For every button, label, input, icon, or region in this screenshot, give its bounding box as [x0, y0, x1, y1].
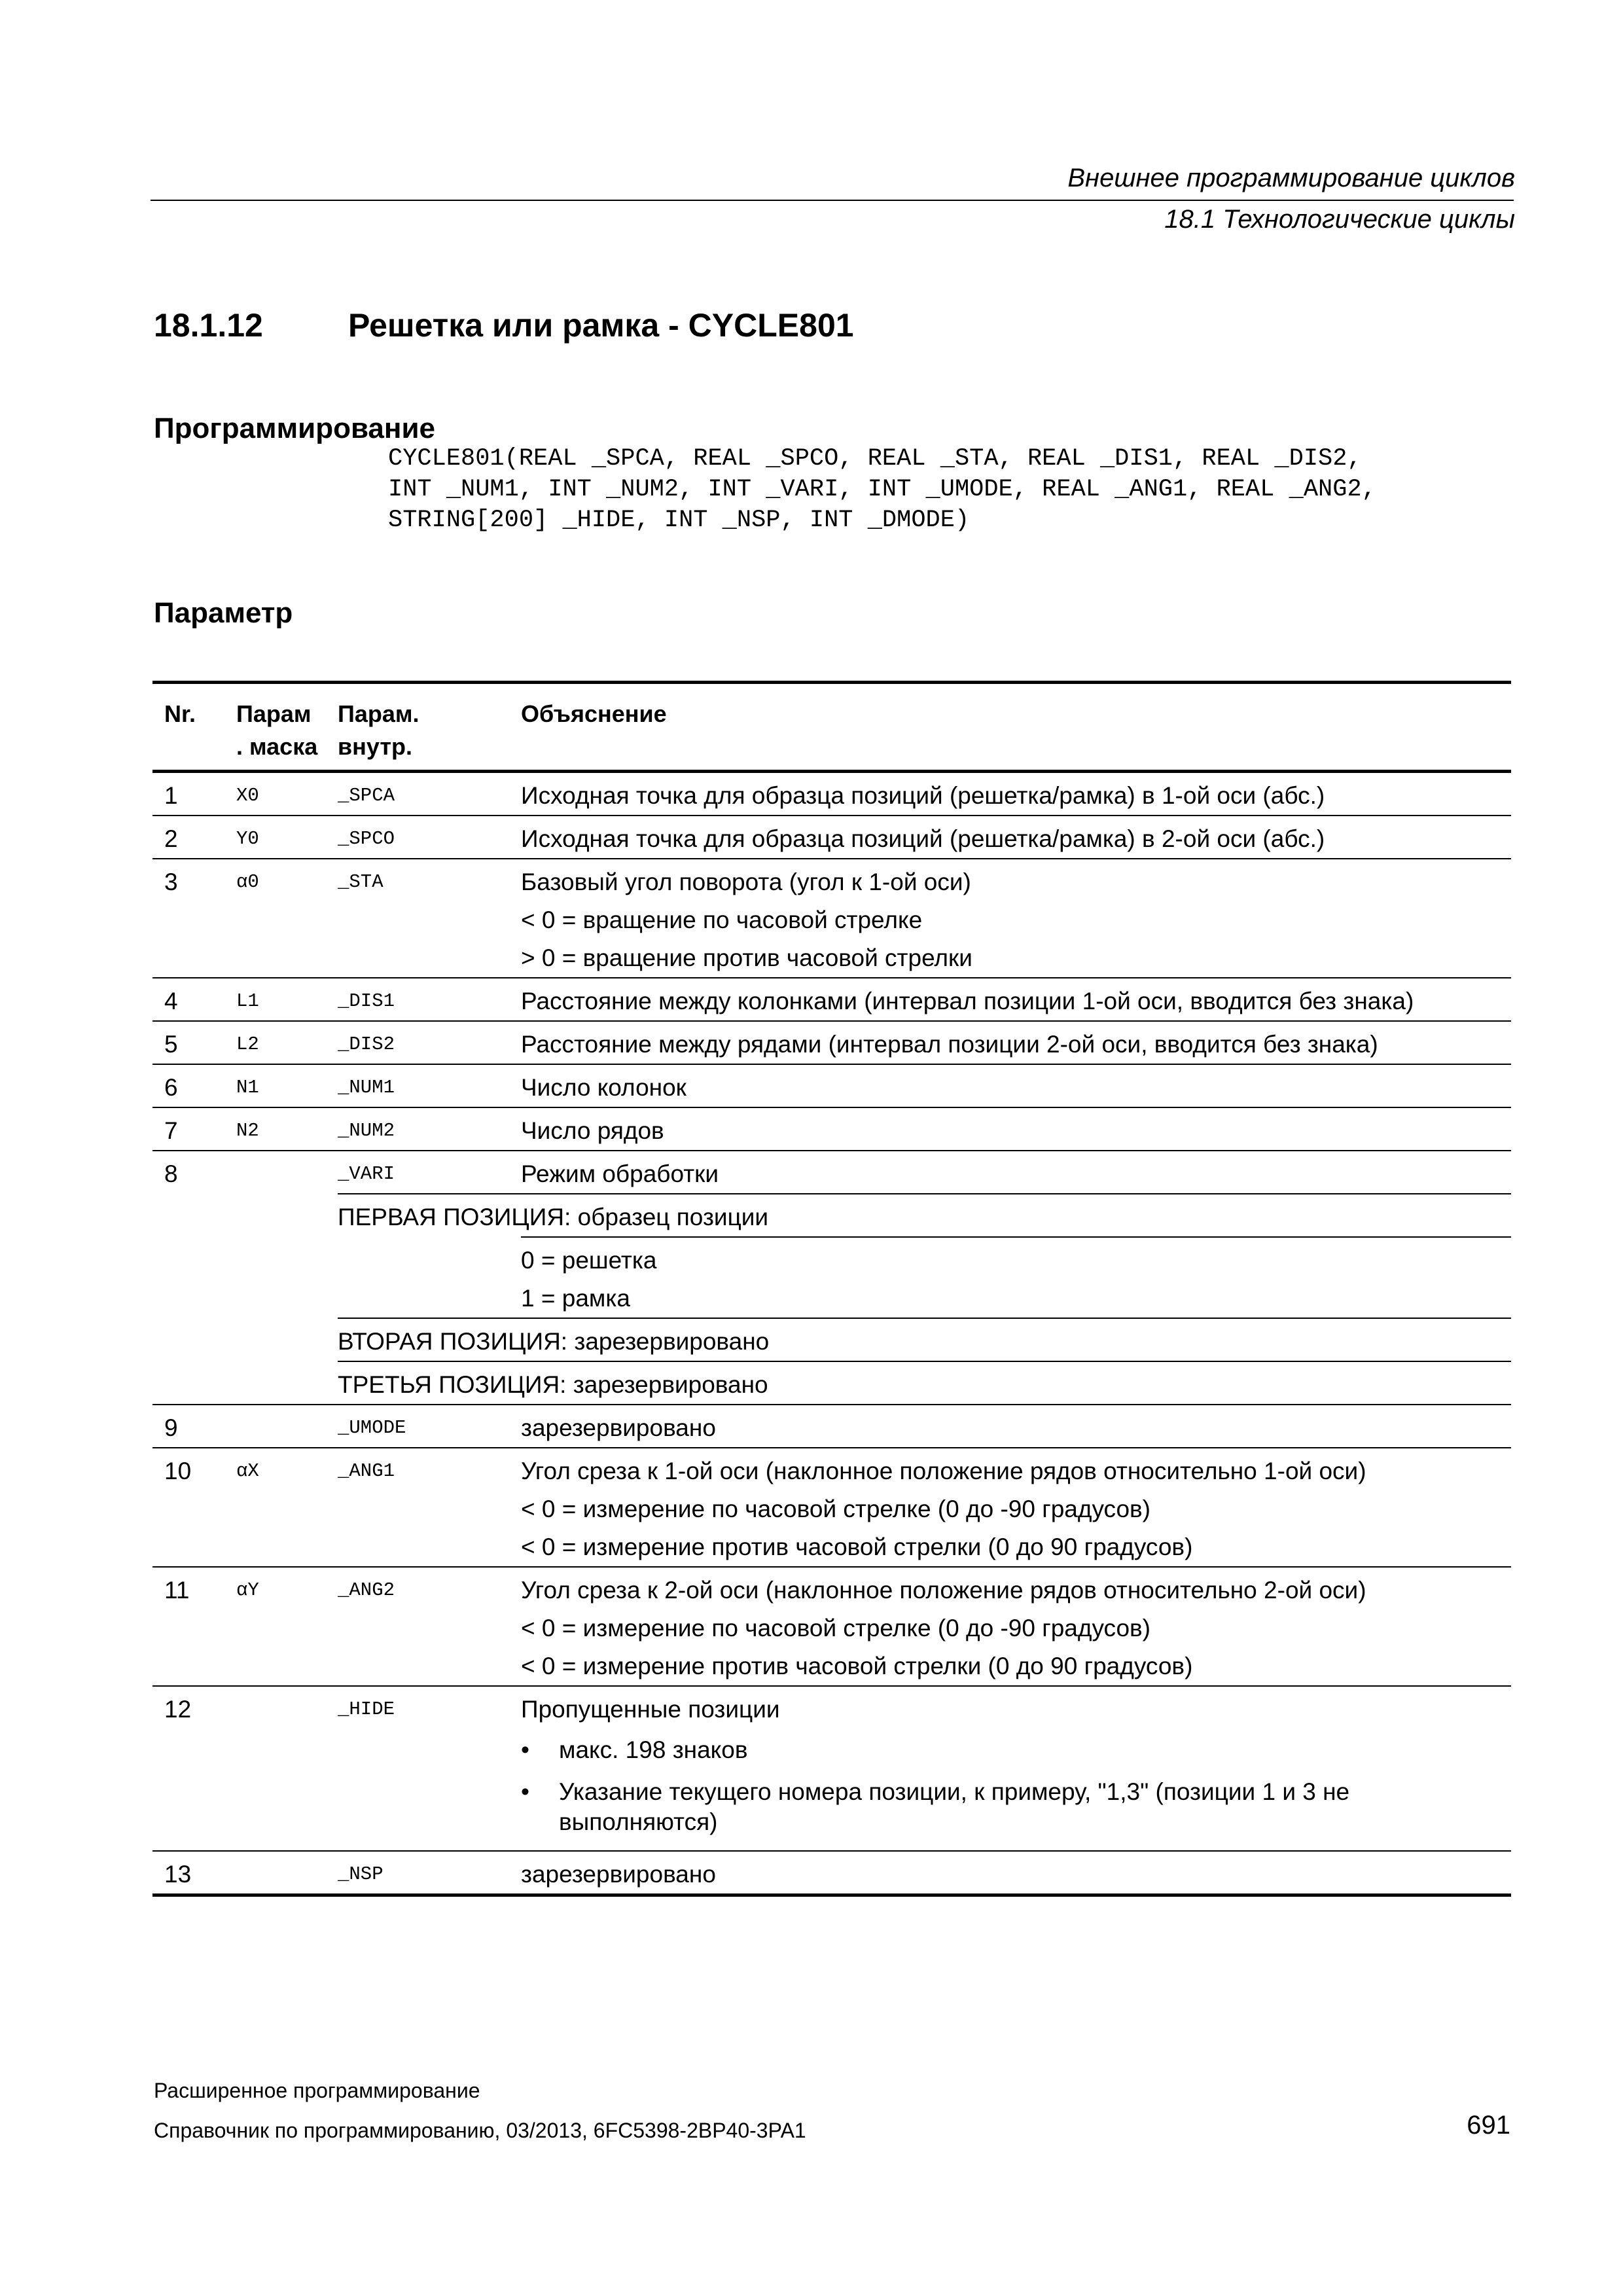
table-row — [152, 1405, 1511, 1448]
code-line: STRING[200] _HIDE, INT _NSP, INT _DMODE) — [388, 507, 970, 534]
section-number: 18.1.12 — [154, 307, 263, 344]
row-mask: α0 — [236, 859, 338, 978]
row-mask — [236, 1686, 338, 1851]
table-row — [152, 772, 1511, 816]
bullet-item — [521, 1777, 1511, 1837]
row-mask: N2 — [236, 1107, 338, 1151]
vari-digit-title: ПЕРВАЯ ПОЗИЦИЯ: образец позиции — [338, 1204, 769, 1230]
col-header-mask-l2: . маска — [236, 733, 318, 760]
table-row — [152, 1686, 1511, 1851]
bullet-list — [521, 1735, 1511, 1837]
row-nr: 6 — [152, 1064, 236, 1107]
table-row — [152, 816, 1511, 859]
table-row — [152, 1851, 1511, 1895]
explanation-line: Расстояние между рядами (интервал позиции 2-ой оси, вводится без знака) — [521, 1031, 1378, 1058]
section-title: Решетка или рамка - CYCLE801 — [348, 307, 854, 344]
row-internal: _SPCO — [338, 816, 521, 859]
bullet-text: макс. 198 знаков — [559, 1736, 748, 1763]
table-subrow — [152, 1237, 1511, 1318]
row-nr: 11 — [152, 1567, 236, 1686]
explanation-line: < 0 = измерение против часовой стрелки (0 до 90 градусов) — [521, 1534, 1193, 1560]
col-header-explanation: Объяснение — [521, 700, 667, 727]
row-mask: L1 — [236, 978, 338, 1021]
bullet-icon: • — [521, 1736, 529, 1763]
row-mask: αY — [236, 1567, 338, 1686]
row-explanation — [521, 1151, 1511, 1194]
vari-digit-title: ТРЕТЬЯ ПОЗИЦИЯ: зарезервировано — [338, 1371, 768, 1398]
col-header-nr: Nr. — [164, 700, 196, 727]
explanation-line: Расстояние между колонками (интервал позиции 1-ой оси, вводится без знака) — [521, 988, 1414, 1014]
footer-manual-title: Расширенное программирование — [154, 2079, 480, 2102]
row-internal: _HIDE — [338, 1686, 521, 1851]
col-header-int-l1: Парам. — [338, 700, 419, 727]
row-internal: _VARI — [338, 1151, 521, 1194]
row-internal: _NSP — [338, 1851, 521, 1895]
bullet-icon: • — [521, 1778, 529, 1805]
row-internal: _NUM2 — [338, 1107, 521, 1151]
row-internal: _STA — [338, 859, 521, 978]
code-line: CYCLE801(REAL _SPCA, REAL _SPCO, REAL _STA, REAL _DIS1, REAL _DIS2, — [388, 445, 1362, 473]
vari-digit-group — [338, 1318, 1511, 1361]
explanation-line: < 0 = измерение по часовой стрелке (0 до -90 градусов) — [521, 1496, 1150, 1522]
row-explanation — [521, 772, 1511, 816]
row-mask: Y0 — [236, 816, 338, 859]
row-explanation — [521, 978, 1511, 1021]
table-row — [152, 1021, 1511, 1064]
table-subrow — [152, 1194, 1511, 1237]
running-header-section: 18.1 Технологические циклы — [1164, 205, 1515, 234]
row-internal: _ANG2 — [338, 1567, 521, 1686]
explanation-line: Режим обработки — [521, 1160, 719, 1187]
explanation-line: > 0 = вращение против часовой стрелки — [521, 944, 972, 971]
running-header-chapter: Внешнее программирование циклов — [1067, 164, 1515, 192]
vari-value-line: 1 = рамка — [521, 1285, 630, 1312]
row-nr: 2 — [152, 816, 236, 859]
row-internal: _ANG1 — [338, 1448, 521, 1567]
footer-manual-info: Справочник по программированию, 03/2013, 6FC5398-2BP40-3PA1 — [154, 2119, 806, 2142]
table-row — [152, 1567, 1511, 1686]
explanation-line: Исходная точка для образца позиций (решетка/рамка) в 2-ой оси (абс.) — [521, 825, 1325, 852]
bullet-text: Указание текущего номера позиции, к примеру, "1,3" (позиции 1 и 3 не выполняются) — [559, 1778, 1350, 1835]
row-nr: 3 — [152, 859, 236, 978]
col-header-internal — [338, 682, 521, 772]
table-row — [152, 978, 1511, 1021]
row-mask — [236, 1151, 338, 1194]
row-mask: X0 — [236, 772, 338, 816]
row-explanation — [521, 1448, 1511, 1567]
row-explanation — [521, 1567, 1511, 1686]
row-nr: 12 — [152, 1686, 236, 1851]
row-explanation — [521, 1021, 1511, 1064]
row-mask: N1 — [236, 1064, 338, 1107]
table-row — [152, 1151, 1511, 1194]
row-mask — [236, 1851, 338, 1895]
explanation-line: Пропущенные позиции — [521, 1696, 780, 1723]
row-internal: _UMODE — [338, 1405, 521, 1448]
row-internal: _NUM1 — [338, 1064, 521, 1107]
explanation-line: Исходная точка для образца позиций (решетка/рамка) в 1-ой оси (абс.) — [521, 782, 1325, 809]
table-row — [152, 1448, 1511, 1567]
row-explanation — [521, 1107, 1511, 1151]
table-row — [152, 859, 1511, 978]
explanation-line: Число рядов — [521, 1117, 664, 1144]
row-explanation — [521, 1405, 1511, 1448]
parameter-table — [152, 682, 1511, 1897]
table-header-row — [152, 682, 1511, 772]
header-rule — [151, 200, 1514, 201]
row-internal: _DIS2 — [338, 1021, 521, 1064]
row-nr: 8 — [152, 1151, 236, 1194]
row-mask — [236, 1405, 338, 1448]
row-mask: αX — [236, 1448, 338, 1567]
table-row — [152, 1064, 1511, 1107]
parameter-heading: Параметр — [154, 597, 293, 629]
row-nr: 7 — [152, 1107, 236, 1151]
code-line: INT _NUM1, INT _NUM2, INT _VARI, INT _UMODE, REAL _ANG1, REAL _ANG2, — [388, 476, 1376, 503]
row-internal: _SPCA — [338, 772, 521, 816]
col-header-mask — [236, 682, 338, 772]
vari-digit-title: ВТОРАЯ ПОЗИЦИЯ: зарезервировано — [338, 1328, 770, 1355]
row-explanation — [521, 1064, 1511, 1107]
row-nr: 13 — [152, 1851, 236, 1895]
col-header-mask-l1: Парам — [236, 700, 312, 727]
explanation-line: зарезервировано — [521, 1414, 716, 1441]
row-nr: 9 — [152, 1405, 236, 1448]
explanation-line: Базовый угол поворота (угол к 1-ой оси) — [521, 869, 971, 895]
table-row — [152, 1107, 1511, 1151]
row-nr: 1 — [152, 772, 236, 816]
vari-value-line: 0 = решетка — [521, 1247, 657, 1274]
explanation-line: < 0 = вращение по часовой стрелке — [521, 906, 923, 933]
page-number: 691 — [1467, 2111, 1510, 2140]
row-explanation — [521, 1686, 1511, 1851]
function-signature — [388, 444, 1376, 536]
row-explanation — [521, 859, 1511, 978]
explanation-line: Угол среза к 1-ой оси (наклонное положение рядов относительно 1-ой оси) — [521, 1458, 1366, 1484]
row-nr: 10 — [152, 1448, 236, 1567]
col-header-int-l2: внутр. — [338, 733, 412, 760]
explanation-line: < 0 = измерение по часовой стрелке (0 до -90 градусов) — [521, 1615, 1150, 1641]
explanation-line: < 0 = измерение против часовой стрелки (0 до 90 градусов) — [521, 1653, 1193, 1679]
programming-heading: Программирование — [154, 412, 435, 444]
table-subrow — [152, 1318, 1511, 1361]
explanation-line: зарезервировано — [521, 1861, 716, 1888]
row-nr: 5 — [152, 1021, 236, 1064]
row-explanation — [521, 816, 1511, 859]
vari-digit-group — [338, 1361, 1511, 1405]
explanation-line: Число колонок — [521, 1074, 687, 1101]
row-internal: _DIS1 — [338, 978, 521, 1021]
row-mask: L2 — [236, 1021, 338, 1064]
explanation-line: Угол среза к 2-ой оси (наклонное положение рядов относительно 2-ой оси) — [521, 1577, 1366, 1604]
row-explanation — [521, 1851, 1511, 1895]
vari-digit-values — [521, 1237, 1511, 1318]
table-subrow — [152, 1361, 1511, 1405]
vari-digit-group — [338, 1194, 1511, 1237]
row-nr: 4 — [152, 978, 236, 1021]
bullet-item — [521, 1735, 1511, 1765]
